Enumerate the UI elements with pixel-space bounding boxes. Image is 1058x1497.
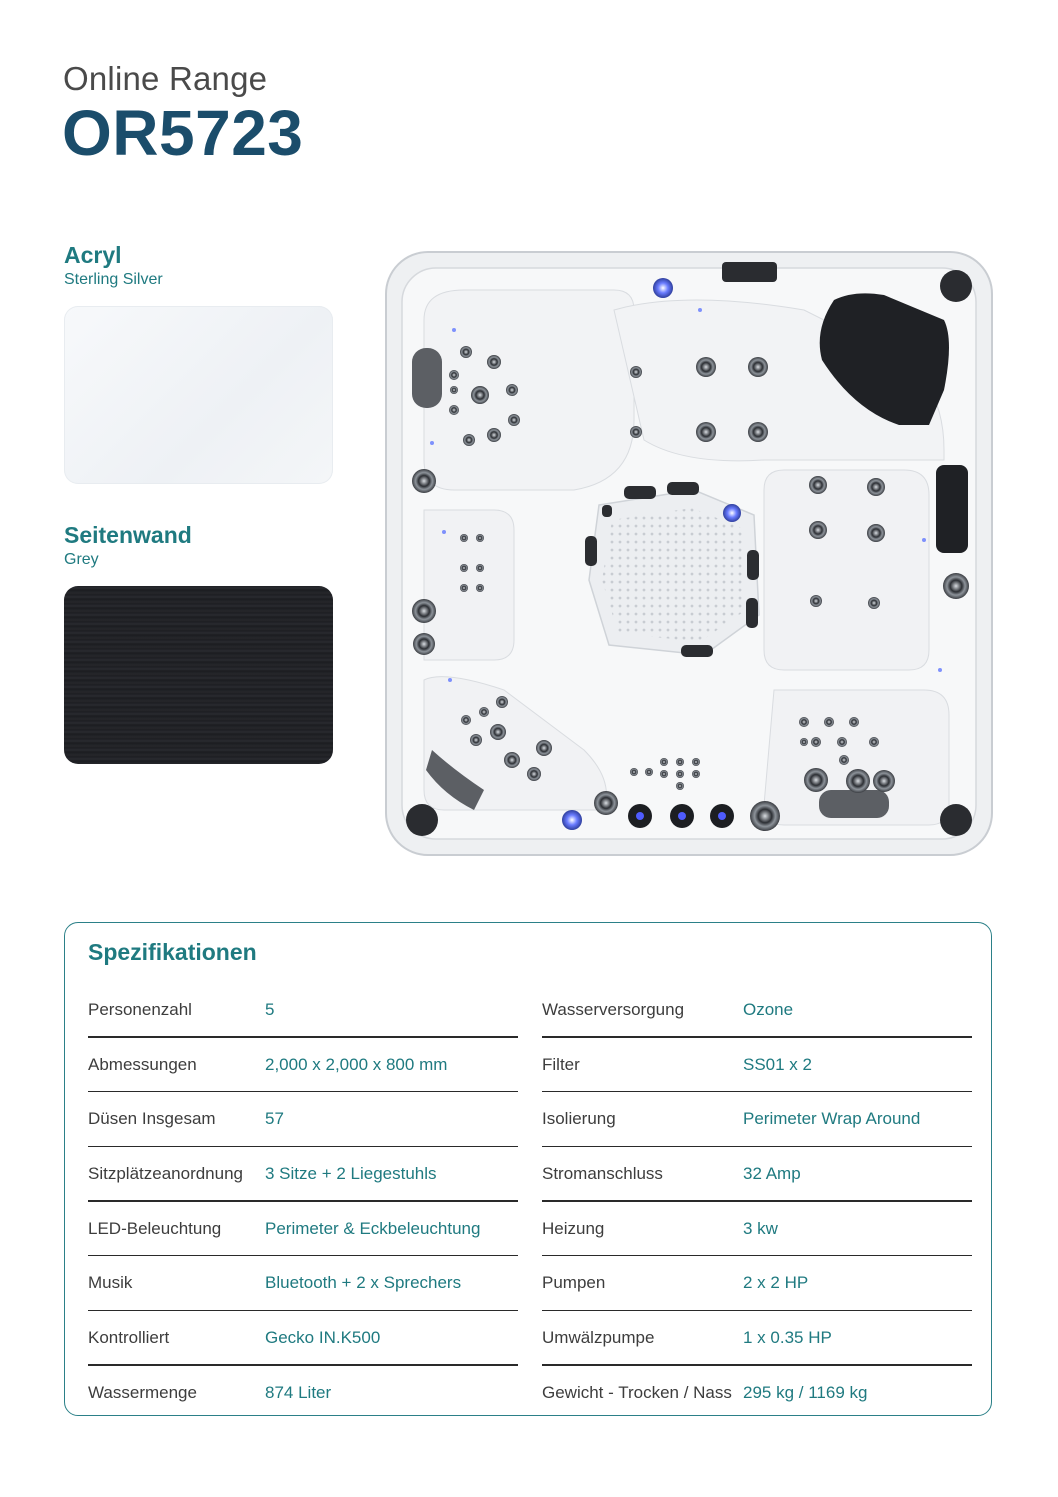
spec-label: Heizung: [542, 1218, 605, 1238]
model-title: OR5723: [62, 97, 304, 169]
spec-label: Isolierung: [542, 1109, 616, 1129]
wall-title: Seitenwand: [64, 522, 192, 548]
spec-row: [542, 983, 972, 1038]
wall-swatch: [64, 586, 333, 764]
spec-label: LED-Beleuchtung: [88, 1218, 222, 1238]
spec-value: 3 Sitze + 2 Liegestuhls: [265, 1164, 437, 1184]
spec-row: [542, 1038, 972, 1093]
spec-value: 5: [265, 1000, 275, 1019]
spec-value: SS01 x 2: [743, 1054, 812, 1074]
spec-label: Düsen Insgesam: [88, 1109, 216, 1129]
spec-label: Filter: [542, 1054, 580, 1074]
spec-value: Gecko IN.K500: [265, 1328, 381, 1348]
spec-value: Perimeter & Eckbeleuchtung: [265, 1218, 481, 1238]
spec-row: [542, 1147, 972, 1202]
spec-label: Musik: [88, 1273, 133, 1293]
spec-row: [88, 1202, 518, 1257]
spec-label: Personenzahl: [88, 1000, 192, 1019]
spec-row: [542, 1202, 972, 1257]
specifications-title: Spezifikationen: [88, 939, 257, 965]
spec-row: [88, 1311, 518, 1366]
spec-label: Kontrolliert: [88, 1328, 170, 1348]
spec-row: [88, 983, 518, 1038]
spec-value: 2,000 x 2,000 x 800 mm: [265, 1054, 448, 1074]
spec-value: 3 kw: [743, 1218, 778, 1238]
spec-row: [88, 1147, 518, 1202]
spec-row: [542, 1311, 972, 1366]
wall-subtitle: Grey: [64, 551, 99, 568]
spec-label: Pumpen: [542, 1273, 606, 1293]
spec-row: [88, 1092, 518, 1147]
spec-label: Wassermenge: [88, 1382, 197, 1402]
hot-tub-image: [384, 250, 994, 857]
spec-column-left: [88, 983, 518, 1421]
spec-row: [88, 1256, 518, 1311]
spec-label: Abmessungen: [88, 1054, 197, 1074]
spec-column-right: [542, 983, 972, 1421]
specifications-box: [64, 922, 992, 1416]
spec-row: [542, 1092, 972, 1147]
range-label: Online Range: [63, 60, 268, 97]
spec-row: [88, 1366, 518, 1421]
spec-row: [542, 1366, 972, 1421]
spec-label: Gewicht - Trocken / Nass: [542, 1382, 732, 1402]
spec-value: 2 x 2 HP: [743, 1273, 809, 1293]
spec-row: [542, 1256, 972, 1311]
acryl-title: Acryl: [64, 242, 122, 268]
spec-label: Wasserversorgung: [542, 1000, 685, 1019]
spec-label: Sitzplätzeanordnung: [88, 1164, 244, 1184]
spec-value: 32 Amp: [743, 1164, 801, 1184]
spec-value: Bluetooth + 2 x Sprechers: [265, 1273, 462, 1293]
spec-value: Perimeter Wrap Around: [743, 1109, 921, 1129]
spec-value: 57: [265, 1109, 284, 1129]
spec-value: 874 Liter: [265, 1382, 332, 1402]
spec-row: [88, 1038, 518, 1093]
spec-label: Umwälzpumpe: [542, 1328, 655, 1348]
spec-label: Stromanschluss: [542, 1164, 663, 1184]
spec-value: 295 kg / 1169 kg: [743, 1382, 868, 1402]
spec-value: Ozone: [743, 1000, 794, 1019]
acryl-swatch: [64, 306, 333, 484]
acryl-subtitle: Sterling Silver: [64, 271, 163, 288]
spec-value: 1 x 0.35 HP: [743, 1328, 832, 1348]
